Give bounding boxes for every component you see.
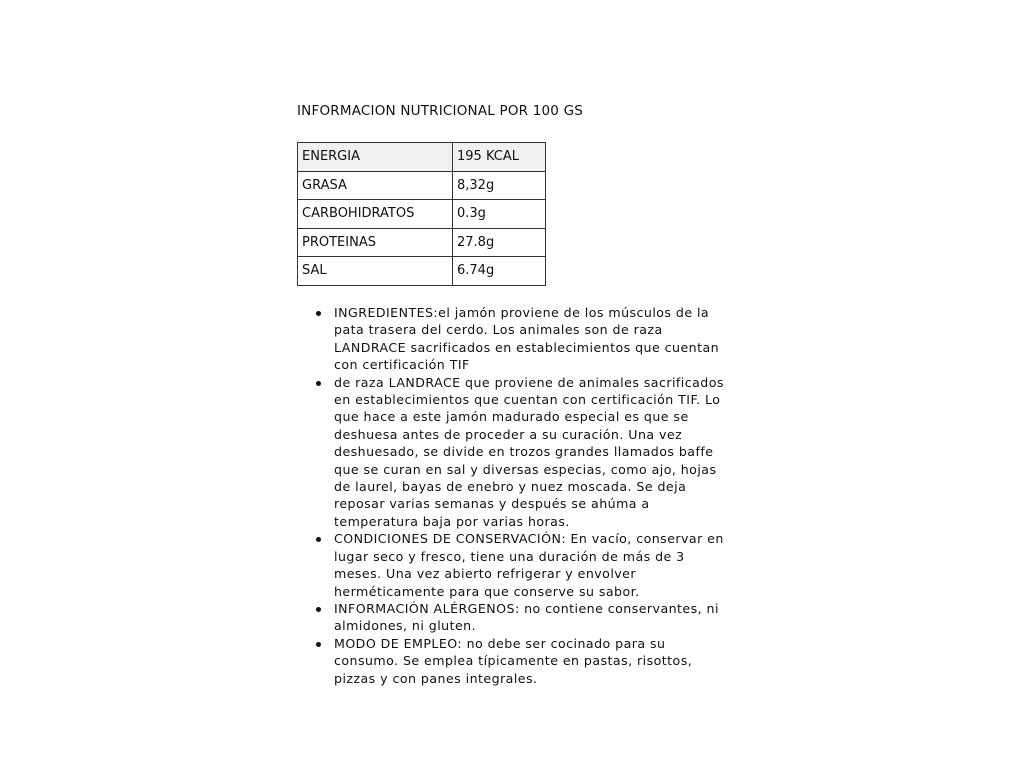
list-item-text: de raza LANDRACE que proviene de animales sacrificados en establecimientos que cuentan con certificación TIF. Lo que hace a este jamón madurado especial es que se deshuesa antes de proceder a su curación. Una vez deshuesado, se divide en trozos grandes llamados baffe que se curan en sal y diversas especias, como ajo, hojas de laurel, bayas de enebro y nuez moscada. Se deja reposar varias semanas y después se ahúma a temperatura baja por varias horas.: [334, 374, 724, 529]
list-item-text: INFORMACIÓN ALÉRGENOS: no contiene conservantes, ni almidones, ni gluten.: [334, 600, 719, 634]
nutrient-value: 195 KCAL: [453, 143, 546, 172]
table-row: [298, 257, 546, 286]
list-item-ingredients: [334, 304, 734, 374]
table-row: [298, 228, 546, 257]
nutrient-value: 6.74g: [453, 257, 546, 286]
bullet-icon: [316, 642, 321, 647]
bullet-icon: [316, 311, 321, 316]
table-row: [298, 171, 546, 200]
nutrient-value: 0.3g: [453, 200, 546, 229]
nutrient-name: CARBOHIDRATOS: [298, 200, 453, 229]
table-row: [298, 143, 546, 172]
list-item-usage: [334, 635, 734, 687]
info-bullet-list: [334, 304, 734, 687]
list-item-text: INGREDIENTES:el jamón proviene de los músculos de la pata trasera del cerdo. Los animales son de raza LANDRACE sacrificados en establecimientos que cuentan con certificación TIF: [334, 305, 720, 373]
table-row: [298, 200, 546, 229]
nutrient-name: ENERGIA: [298, 143, 453, 172]
list-item-origin: [334, 374, 734, 531]
nutrient-value: 27.8g: [453, 228, 546, 257]
bullet-icon: [316, 607, 321, 612]
bullet-icon: [316, 537, 321, 542]
nutrient-name: PROTEINAS: [298, 228, 453, 257]
nutrition-table: [297, 142, 546, 286]
list-item-allergens: [334, 600, 734, 635]
list-item-text: MODO DE EMPLEO: no debe ser cocinado para su consumo. Se emplea típicamente en pastas, risottos, pizzas y con panes integrales.: [334, 635, 693, 686]
document-title: INFORMACION NUTRICIONAL POR 100 GS: [297, 103, 584, 119]
list-item-conservation: [334, 530, 734, 600]
nutrient-value: 8,32g: [453, 171, 546, 200]
nutrient-name: GRASA: [298, 171, 453, 200]
list-item-text: CONDICIONES DE CONSERVACIÓN: En vacío, conservar en lugar seco y fresco, tiene una duración de más de 3 meses. Una vez abierto refrigerar y envolver herméticamente para que conserve su sabor.: [334, 531, 724, 599]
bullet-icon: [316, 381, 321, 386]
nutrient-name: SAL: [298, 257, 453, 286]
